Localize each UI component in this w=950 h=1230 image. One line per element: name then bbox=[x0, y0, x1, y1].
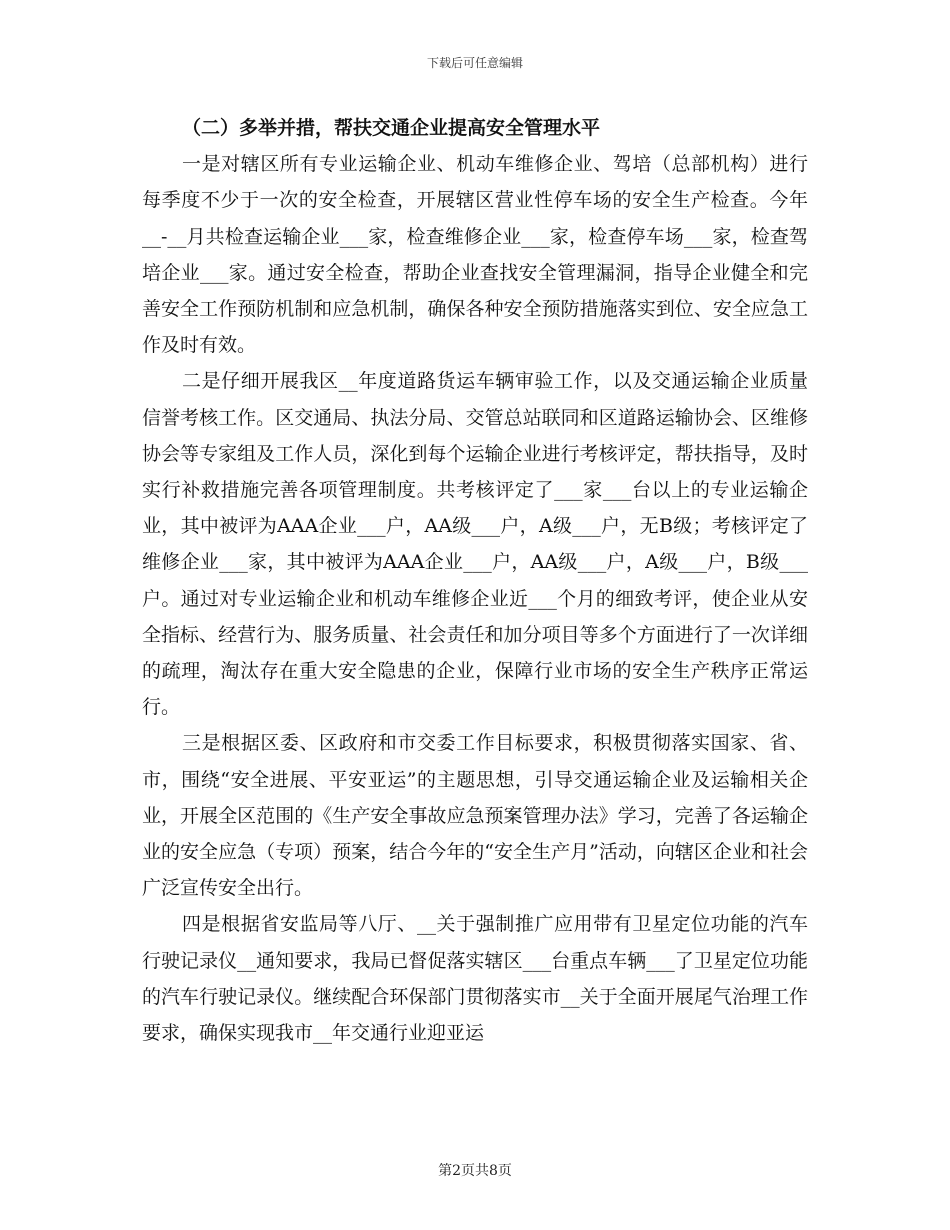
document-body bbox=[142, 110, 808, 1051]
page-header: 下载后可任意编辑 bbox=[426, 56, 523, 70]
page-footer: 第2页共8页 bbox=[438, 1163, 512, 1179]
paragraph-4: 四是根据省安监局等八厅、__关于强制推广应用带有卫星定位功能的汽车行驶记录仪__通知要求，我局已督促落实辖区___台重点车辆___了卫星定位功能的汽车行驶记录仪。继续配合环保部门贯彻落实市__关于全面开展尾气治理工作要求，确保实现我市__年交通行业迎亚运 bbox=[142, 913, 808, 1045]
paragraph-3: 三是根据区委、区政府和市交委工作目标要求，积极贯彻落实国家、省、市，围绕“安全进展、平安亚运”的主题思想，引导交通运输企业及运输相关企业，开展全区范围的《生产安全事故应急预案管理办法》学习，完善了各运输企业的安全应急（专项）预案，结合今年的“安全生产月”活动，向辖区企业和社会广泛宣传安全出行。 bbox=[142, 732, 808, 900]
paragraph-2: 二是仔细开展我区__年度道路货运车辆审验工作，以及交通运输企业质量信誉考核工作。区交通局、执法分局、交管总站联同和区道路运输协会、区维修协会等专家组及工作人员，深化到每个运输企业进行考核评定，帮扶指导，及时实行补救措施完善各项管理制度。共考核评定了___家___台以上的专业运输企业，其中被评为AAA企业___户，AA级___户，A级___户，无B级；考核评定了维修企业___家，其中被评为AAA企业___户，AA级___户，A级___户，B级___户。通过对专业运输企业和机动车维修企业近___个月的细致考评，使企业从安全指标、经营行为、服务质量、社会责任和加分项目等多个方面进行了一次详细的疏理，淘汰存在重大安全隐患的企业，保障行业市场的安全生产秩序正常运行。 bbox=[142, 370, 808, 719]
paragraph-1: 一是对辖区所有专业运输企业、机动车维修企业、驾培（总部机构）进行每季度不少于一次的安全检查，开展辖区营业性停车场的安全生产检查。今年__-__月共检查运输企业___家，检查维修企业___家，检查停车场___家，检查驾培企业___家。通过安全检查，帮助企业查找安全管理漏洞，指导企业健全和完善安全工作预防机制和应急机制，确保各种安全预防措施落实到位、安全应急工作及时有效。 bbox=[142, 153, 808, 357]
section-heading: （二）多举并措，帮扶交通企业提高安全管理水平 bbox=[182, 117, 601, 139]
